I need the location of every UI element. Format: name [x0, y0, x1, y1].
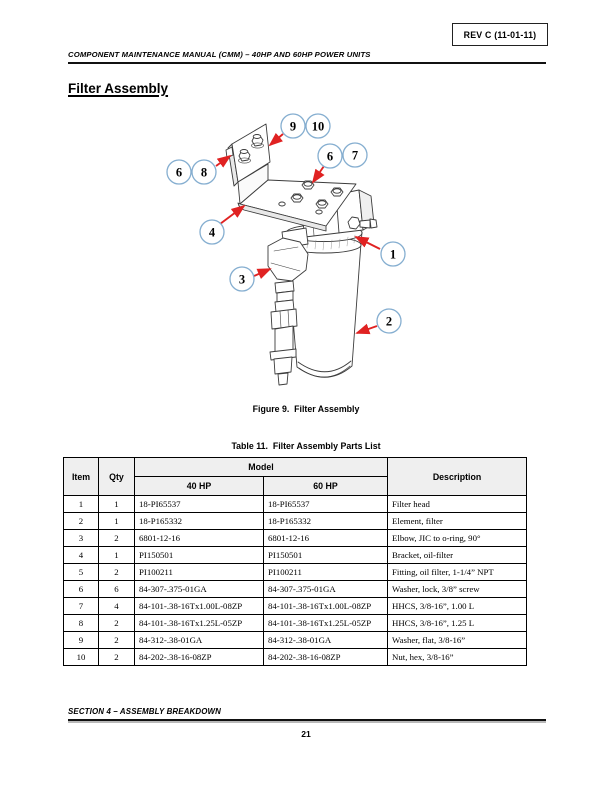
callout-arrow [270, 134, 283, 145]
cell-description: Washer, lock, 3/8” screw [388, 581, 527, 598]
cell-qty: 1 [99, 513, 135, 530]
svg-text:10: 10 [311, 119, 325, 134]
cell-hp60: 84-101-.38-16Tx1.25L-05ZP [264, 615, 388, 632]
col-header-description: Description [388, 458, 527, 496]
col-header-qty: Qty [99, 458, 135, 496]
cell-description: Bracket, oil-filter [388, 547, 527, 564]
callout-8 [192, 160, 216, 184]
cell-description: Elbow, JIC to o-ring, 90° [388, 530, 527, 547]
callout-arrow [220, 206, 244, 224]
callout-3 [230, 267, 254, 291]
cell-hp60: PI150501 [264, 547, 388, 564]
cell-hp40: 18-PI65537 [135, 496, 264, 513]
table-row [64, 649, 527, 666]
callout-arrow [313, 166, 324, 182]
cell-qty: 2 [99, 649, 135, 666]
table-row [64, 547, 527, 564]
callout-9 [281, 114, 305, 138]
svg-text:2: 2 [385, 314, 393, 329]
callout-7 [343, 143, 367, 167]
svg-text:4: 4 [208, 225, 216, 240]
cell-item: 8 [64, 615, 99, 632]
svg-text:6: 6 [175, 165, 183, 180]
cell-item: 2 [64, 513, 99, 530]
cell-hp40: 84-312-.38-01GA [135, 632, 264, 649]
svg-text:7: 7 [351, 148, 359, 163]
col-header-model: Model [135, 458, 388, 477]
callout-arrow [357, 326, 377, 333]
cell-hp40: PI100211 [135, 564, 264, 581]
callout-4 [200, 220, 224, 244]
callout-6 [318, 144, 342, 168]
table-row [64, 581, 527, 598]
footer-section-label: SECTION 4 – ASSEMBLY BREAKDOWN [68, 707, 221, 716]
cell-qty: 1 [99, 496, 135, 513]
cell-qty: 4 [99, 598, 135, 615]
cell-item: 5 [64, 564, 99, 581]
revision-label: REV C (11-01-11) [463, 29, 537, 40]
table-caption: Table 11. Filter Assembly Parts List [231, 441, 381, 451]
table-row [64, 530, 527, 547]
cell-hp40: 84-101-.38-16Tx1.00L-08ZP [135, 598, 264, 615]
cell-description: HHCS, 3/8-16”, 1.00 L [388, 598, 527, 615]
document-header: COMPONENT MAINTENANCE MANUAL (CMM) – 40HP AND 60HP POWER UNITS [68, 50, 371, 59]
cell-hp40: 84-202-.38-16-08ZP [135, 649, 264, 666]
cell-qty: 2 [99, 530, 135, 547]
cell-hp40: 18-P165332 [135, 513, 264, 530]
cell-hp40: PI150501 [135, 547, 264, 564]
svg-text:8: 8 [200, 165, 208, 180]
figure-caption: Figure 9. Filter Assembly [252, 404, 360, 414]
table-row [64, 496, 527, 513]
filter-assembly-figure [140, 100, 460, 410]
svg-text:3: 3 [238, 272, 246, 287]
table-row [64, 564, 527, 581]
cell-qty: 2 [99, 564, 135, 581]
cell-description: Washer, flat, 3/8-16” [388, 632, 527, 649]
revision-box [452, 23, 548, 46]
cell-description: Nut, hex, 3/8-16” [388, 649, 527, 666]
cell-description: Element, filter [388, 513, 527, 530]
cell-qty: 2 [99, 632, 135, 649]
cell-hp60: 18-P165332 [264, 513, 388, 530]
callout-1 [381, 242, 405, 266]
cell-hp60: 18-PI65537 [264, 496, 388, 513]
callout-arrow [216, 156, 230, 166]
cell-hp60: PI100211 [264, 564, 388, 581]
svg-text:9: 9 [289, 119, 297, 134]
callout-10 [306, 114, 330, 138]
cell-hp60: 84-202-.38-16-08ZP [264, 649, 388, 666]
page-title: Filter Assembly [68, 81, 169, 96]
cell-hp60: 6801-12-16 [264, 530, 388, 547]
table-row [64, 615, 527, 632]
svg-text:6: 6 [326, 149, 334, 164]
cell-item: 9 [64, 632, 99, 649]
cell-item: 4 [64, 547, 99, 564]
cell-qty: 2 [99, 615, 135, 632]
cell-item: 7 [64, 598, 99, 615]
cell-hp40: 84-101-.38-16Tx1.25L-05ZP [135, 615, 264, 632]
cell-item: 6 [64, 581, 99, 598]
parts-table [63, 457, 527, 666]
cell-item: 1 [64, 496, 99, 513]
col-header-40hp: 40 HP [135, 477, 264, 496]
cell-hp40: 84-307-.375-01GA [135, 581, 264, 598]
table-row [64, 598, 527, 615]
cell-item: 3 [64, 530, 99, 547]
cell-qty: 1 [99, 547, 135, 564]
header-divider [68, 62, 546, 64]
table-row [64, 632, 527, 649]
cell-item: 10 [64, 649, 99, 666]
table-row [64, 513, 527, 530]
cell-description: Filter head [388, 496, 527, 513]
callout-2 [377, 309, 401, 333]
cell-hp60: 84-101-.38-16Tx1.00L-08ZP [264, 598, 388, 615]
col-header-item: Item [64, 458, 99, 496]
cell-description: HHCS, 3/8-16”, 1.25 L [388, 615, 527, 632]
callout-6 [167, 160, 191, 184]
col-header-60hp: 60 HP [264, 477, 388, 496]
page-number: 21 [301, 729, 311, 739]
cell-hp60: 84-307-.375-01GA [264, 581, 388, 598]
svg-text:1: 1 [389, 247, 397, 262]
filter-assembly-diagram [140, 100, 460, 410]
cell-hp40: 6801-12-16 [135, 530, 264, 547]
footer-divider [68, 719, 546, 721]
cell-description: Fitting, oil filter, 1-1/4” NPT [388, 564, 527, 581]
cell-qty: 6 [99, 581, 135, 598]
cell-hp60: 84-312-.38-01GA [264, 632, 388, 649]
callout-arrow [254, 269, 270, 276]
